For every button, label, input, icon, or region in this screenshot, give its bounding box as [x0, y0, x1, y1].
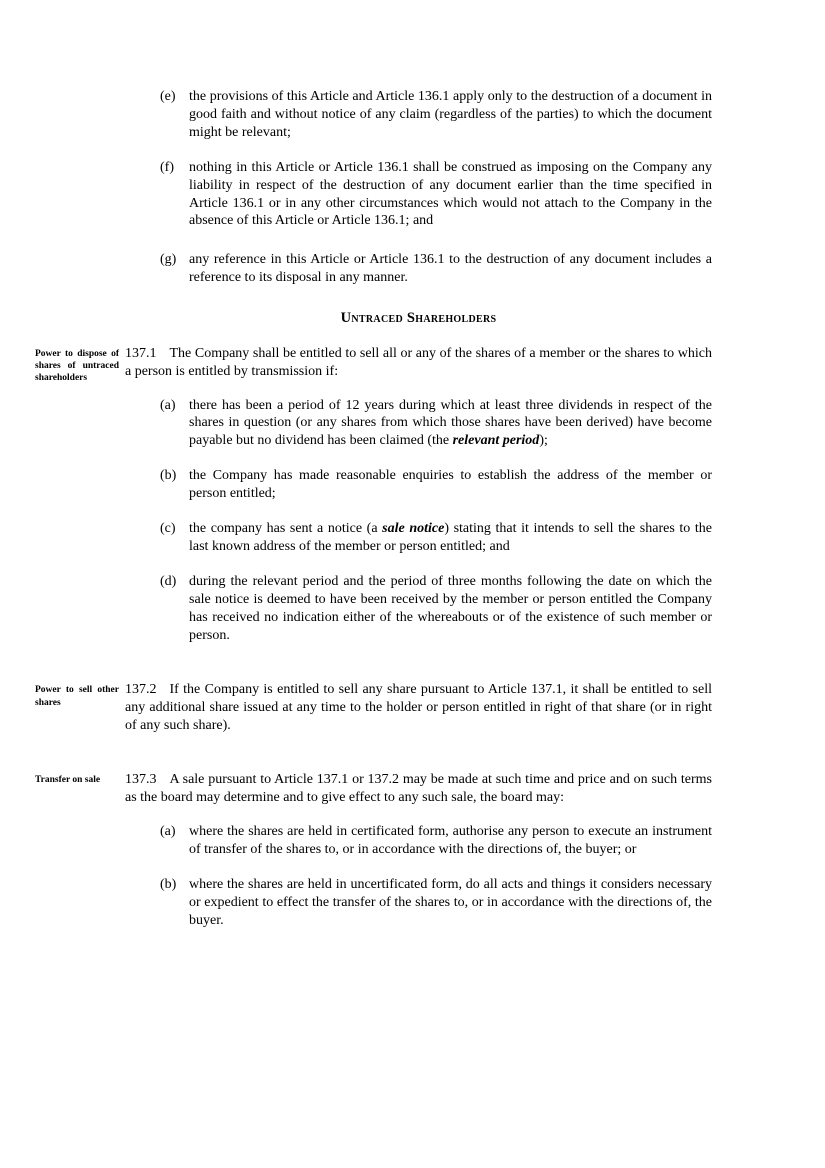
margin-note: Transfer on sale: [35, 775, 101, 786]
clause-paragraph: [125, 681, 712, 735]
item-text: [189, 573, 712, 645]
item-text: [189, 397, 712, 451]
emphasis-term: relevant period: [452, 433, 540, 449]
margin-note: Power to dispose of shares of untraced shareholders: [35, 348, 119, 384]
item-marker: (a): [160, 397, 176, 413]
margin-note: Power to sell other shares: [35, 685, 119, 708]
section-heading: Untraced Shareholders: [340, 310, 497, 327]
item-text-segment: );: [539, 433, 548, 449]
section-heading-row: [35, 304, 712, 345]
margin-gutter: [35, 345, 125, 662]
clause-137-1: [35, 345, 712, 662]
clause-text: A sale pursuant to Article 137.1 or 137.2 may be made at such time and price and on such terms as the board may determine and to give effect to any such sale, the board may:: [125, 772, 712, 806]
clause-paragraph: [125, 771, 712, 807]
clause-number: 137.1: [125, 345, 157, 361]
clause-body: [125, 681, 712, 751]
prior-items-section: [35, 88, 712, 304]
item-text: nothing in this Article or Article 136.1 shall be construed as imposing on the Company any liability in respect of the destruction of any document earlier than the time specified in Article 136.1 or in any other circumstances which would not attach to the Company in the absence of this Article or Article 136.1; and: [189, 159, 712, 229]
clause-number: 137.2: [125, 682, 157, 698]
item-marker: (b): [160, 468, 177, 484]
item-text: [189, 467, 712, 503]
margin-gutter: [35, 88, 125, 304]
item-text-segment: during the relevant period and the period of three months following the date on which the sale notice is deemed to have been received by the member or person entitled the Company has received no indication either of the whereabouts or of the existence of such member or person.: [189, 573, 712, 643]
clause-body: [125, 345, 712, 662]
item-text-segment: the company has sent a notice (a: [189, 521, 383, 537]
clause-text: If the Company is entitled to sell any share pursuant to Article 137.1, it shall be entitled to sell any additional share issued at any time to the holder or person entitled in right of that share (or in right of any such share).: [125, 682, 712, 734]
clause-text: The Company shall be entitled to sell all or any of the shares of a member or the shares to which a person is entitled by transmission if:: [125, 345, 712, 379]
item-marker: (b): [160, 876, 177, 892]
list-item: [125, 88, 712, 142]
item-marker: (c): [160, 521, 176, 537]
clause-paragraph: [125, 345, 712, 381]
item-marker: (a): [160, 824, 176, 840]
item-text: [189, 520, 712, 556]
emphasis-term: sale notice: [382, 521, 445, 537]
list-item: [125, 573, 712, 645]
item-text-segment: where the shares are held in uncertificated form, do all acts and things it considers necessary or expedient to effect the transfer of the shares to, or in accordance with the directions of, the buyer.: [189, 876, 712, 928]
clause-number: 137.3: [125, 772, 157, 788]
item-text: any reference in this Article or Article 136.1 to the destruction of any document includes a reference to its disposal in any manner.: [189, 252, 712, 286]
item-marker: (d): [160, 573, 177, 589]
item-text-segment: the Company has made reasonable enquiries to establish the address of the member or person entitled;: [189, 468, 712, 502]
prior-items-main: [125, 88, 712, 304]
item-text-segment: ) stating that it intends to sell the shares to the last known address of the member or person entitled; and: [189, 521, 712, 554]
item-marker: (e): [160, 89, 176, 104]
item-marker: (f): [160, 159, 174, 175]
item-text-segment: there has been a period of 12 years during which at least three dividends in respect of the shares in question (or any shares from which those shares have been derived) have become payable but no dividend has been claimed (the: [189, 397, 712, 449]
clause-body: [125, 771, 712, 946]
item-text: the provisions of this Article and Article 136.1 apply only to the destruction of a document in good faith and without notice of any claim (regardless of the parties) to which the document might be relevant;: [189, 89, 712, 140]
clause-137-2: [35, 681, 712, 751]
list-item: [125, 397, 712, 451]
margin-gutter: [35, 771, 125, 946]
margin-gutter: [35, 681, 125, 751]
list-item: [125, 823, 712, 859]
list-item: [125, 467, 712, 503]
margin-gutter: [35, 304, 125, 345]
list-item: [125, 159, 712, 231]
item-text: [189, 876, 712, 930]
list-item: [125, 251, 712, 287]
clause-137-3: [35, 771, 712, 946]
list-item: [125, 520, 712, 556]
list-item: [125, 876, 712, 930]
item-marker: (g): [160, 252, 177, 268]
item-text-segment: where the shares are held in certificated form, authorise any person to execute an instrument of transfer of the shares to, or in accordance with the directions of, the buyer; or: [189, 824, 712, 857]
item-text: [189, 823, 712, 859]
